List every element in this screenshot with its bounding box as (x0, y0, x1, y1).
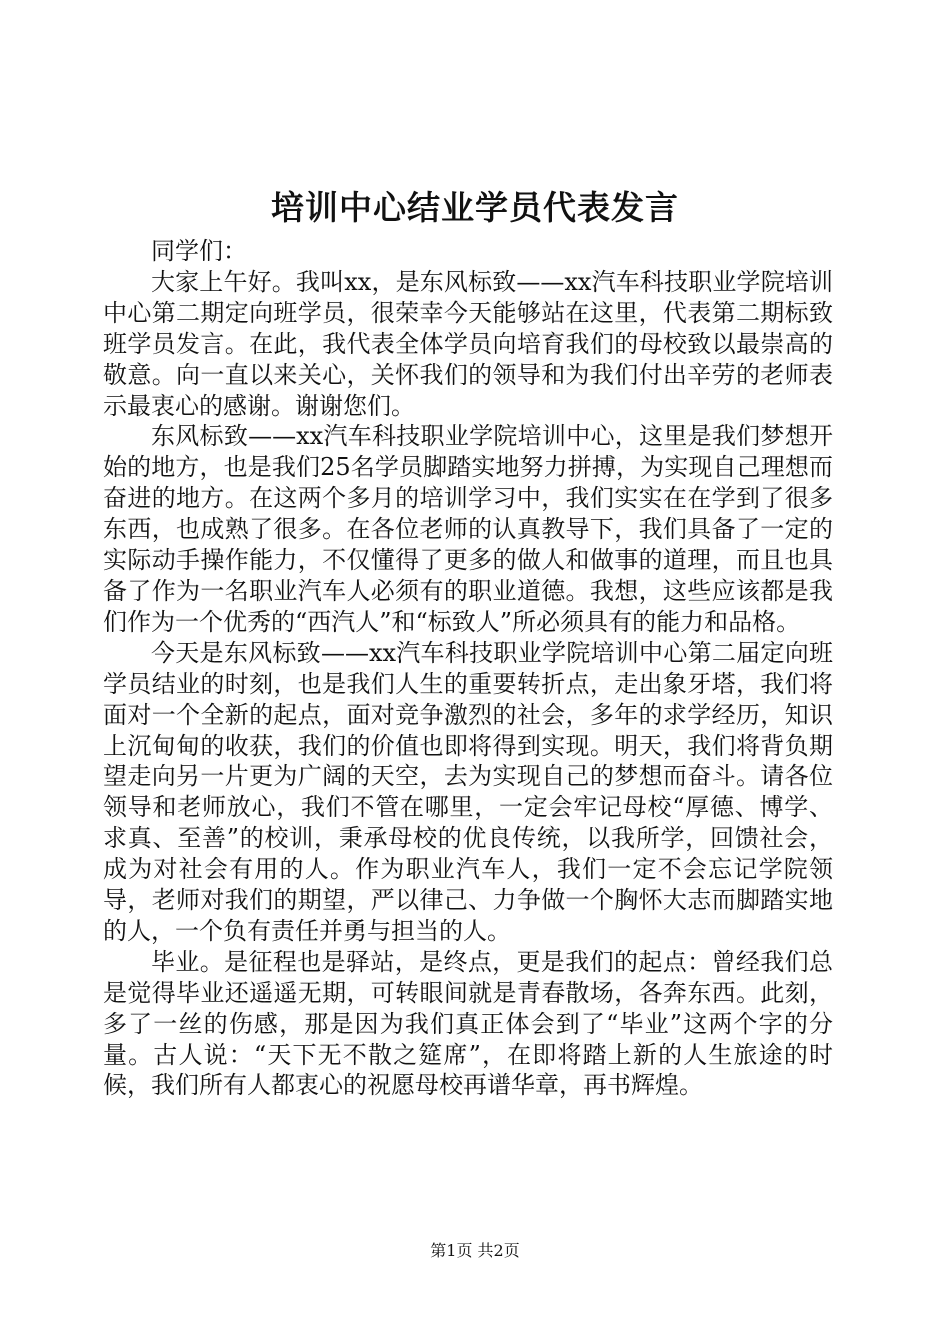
salutation: 同学们： (151, 237, 247, 265)
document-body (103, 236, 833, 1101)
page-number-footer: 第1页 共2页 (430, 1241, 520, 1260)
paragraph-2: 东风标致——xx汽车科技职业学院培训中心，这里是我们梦想开始的地方，也是我们25名学员脚踏实地努力拼搏，为实现自己理想而奋进的地方。在这两个多月的培训学习中，我们实实在在学到了很多东西，也成熟了很多。在各位老师的认真教导下，我们具备了一定的实际动手操作能力，不仅懂得了更多的做人和做事的道理，而且也具备了作为一名职业汽车人必须有的职业道德。我想，这些应该都是我们作为一个优秀的“西汽人”和“标致人”所必须具有的能力和品格。 (103, 422, 833, 636)
paragraph-3: 今天是东风标致——xx汽车科技职业学院培训中心第二届定向班学员结业的时刻，也是我们人生的重要转折点，走出象牙塔，我们将面对一个全新的起点，面对竞争激烈的社会，多年的求学经历，知识上沉甸甸的收获，我们的价值也即将得到实现。明天，我们将背负期望走向另一片更为广阔的天空，去为实现自己的梦想而奋斗。请各位领导和老师放心，我们不管在哪里，一定会牢记母校“厚德、博学、求真、至善”的校训，秉承母校的优良传统，以我所学，回馈社会，成为对社会有用的人。作为职业汽车人，我们一定不会忘记学院领导，老师对我们的期望，严以律己、力争做一个胸怀大志而脚踏实地的人，一个负有责任并勇与担当的人。 (103, 638, 833, 945)
paragraph-4: 毕业。是征程也是驿站，是终点，更是我们的起点：曾经我们总是觉得毕业还遥遥无期，可转眼间就是青春散场，各奔东西。此刻，多了一丝的伤感，那是因为我们真正体会到了“毕业”这两个字的分量。古人说：“天下无不散之筵席”，在即将踏上新的人生旅途的时候，我们所有人都衷心的祝愿母校再谱华章，再书辉煌。 (103, 947, 833, 1100)
document-title: 培训中心结业学员代表发言 (271, 188, 679, 227)
paragraph-1: 大家上午好。我叫xx，是东风标致——xx汽车科技职业学院培训中心第二期定向班学员，很荣幸今天能够站在这里，代表第二期标致班学员发言。在此，我代表全体学员向培育我们的母校致以最崇高的敬意。向一直以来关心，关怀我们的领导和为我们付出辛劳的老师表示最衷心的感谢。谢谢您们。 (103, 267, 833, 420)
